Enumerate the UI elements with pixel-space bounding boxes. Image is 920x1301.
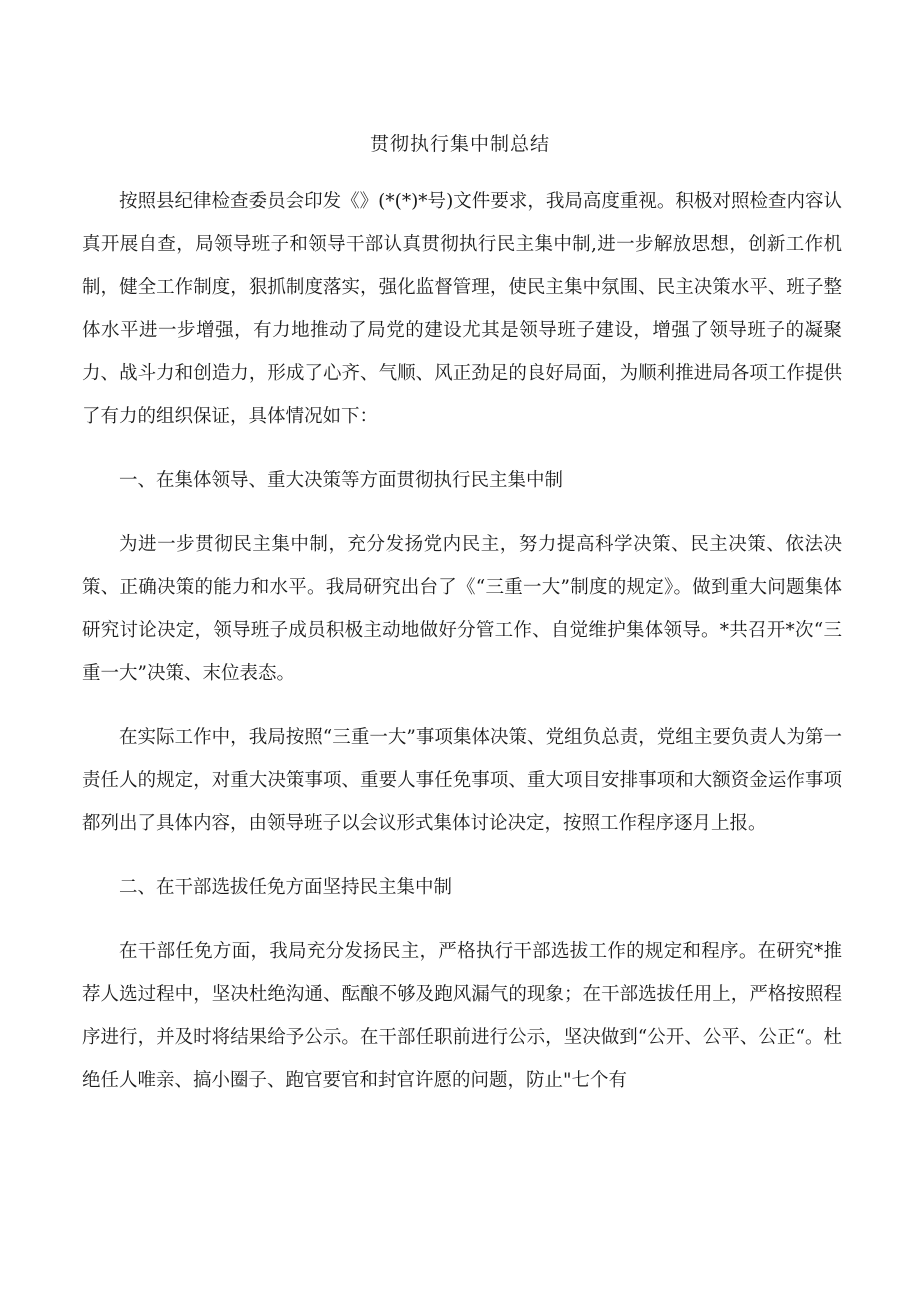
section-1-paragraph-2: 在实际工作中，我局按照“三重一大”事项集体决策、党组负总责，党组主要负责人为第一责任人的规定，对重大决策事项、重要人事任免事项、重大项目安排事项和大额资金运作事项都列出了具体内容，由领导班子以会议形式集体讨论决定，按照工作程序逐月上报。 xyxy=(82,727,842,834)
section-heading-1: 一、在集体领导、重大决策等方面贯彻执行民主集中制 xyxy=(119,470,564,491)
section-heading-2: 二、在干部选拔任免方面坚持民主集中制 xyxy=(119,877,453,898)
section-2-paragraph-1: 在干部任免方面，我局充分发扬民主，严格执行干部选拔工作的规定和程序。在研究*推荐人选过程中，坚决杜绝沟通、酝酿不够及跑风漏气的现象；在干部选拔任用上，严格按照程序进行，并及时将结果给予公示。在干部任职前进行公示，坚决做到“公开、公平、公正“。杜绝任人唯亲、搞小圈子、跑官要官和封官许愿的问题，防止"七个有 xyxy=(82,941,842,1091)
document-body xyxy=(82,180,842,1102)
intro-paragraph: 按照县纪律检查委员会印发《》(*(*)*号)文件要求，我局高度重视。积极对照检查内容认真开展自查，局领导班子和领导干部认真贯彻执行民主集中制,进一步解放思想，创新工作机制，健全工作制度，狠抓制度落实，强化监督管理，使民主集中氛围、民主决策水平、班子整体水平进一步增强，有力地推动了局党的建设尤其是领导班子建设，增强了领导班子的凝聚力、战斗力和创造力，形成了心齐、气顺、风正劲足的良好局面，为顺利推进局各项工作提供了有力的组织保证，具体情况如下： xyxy=(82,191,842,427)
document-title: 贯彻执行集中制总结 xyxy=(369,133,550,155)
section-1-paragraph-1: 为进一步贯彻民主集中制，充分发扬党内民主，努力提高科学决策、民主决策、依法决策、正确决策的能力和水平。我局研究出台了《“三重一大”制度的规定》。做到重大问题集体研究讨论决定，领导班子成员积极主动地做好分管工作、自觉维护集体领导。*共召开*次“三重一大”决策、末位表态。 xyxy=(82,534,842,684)
